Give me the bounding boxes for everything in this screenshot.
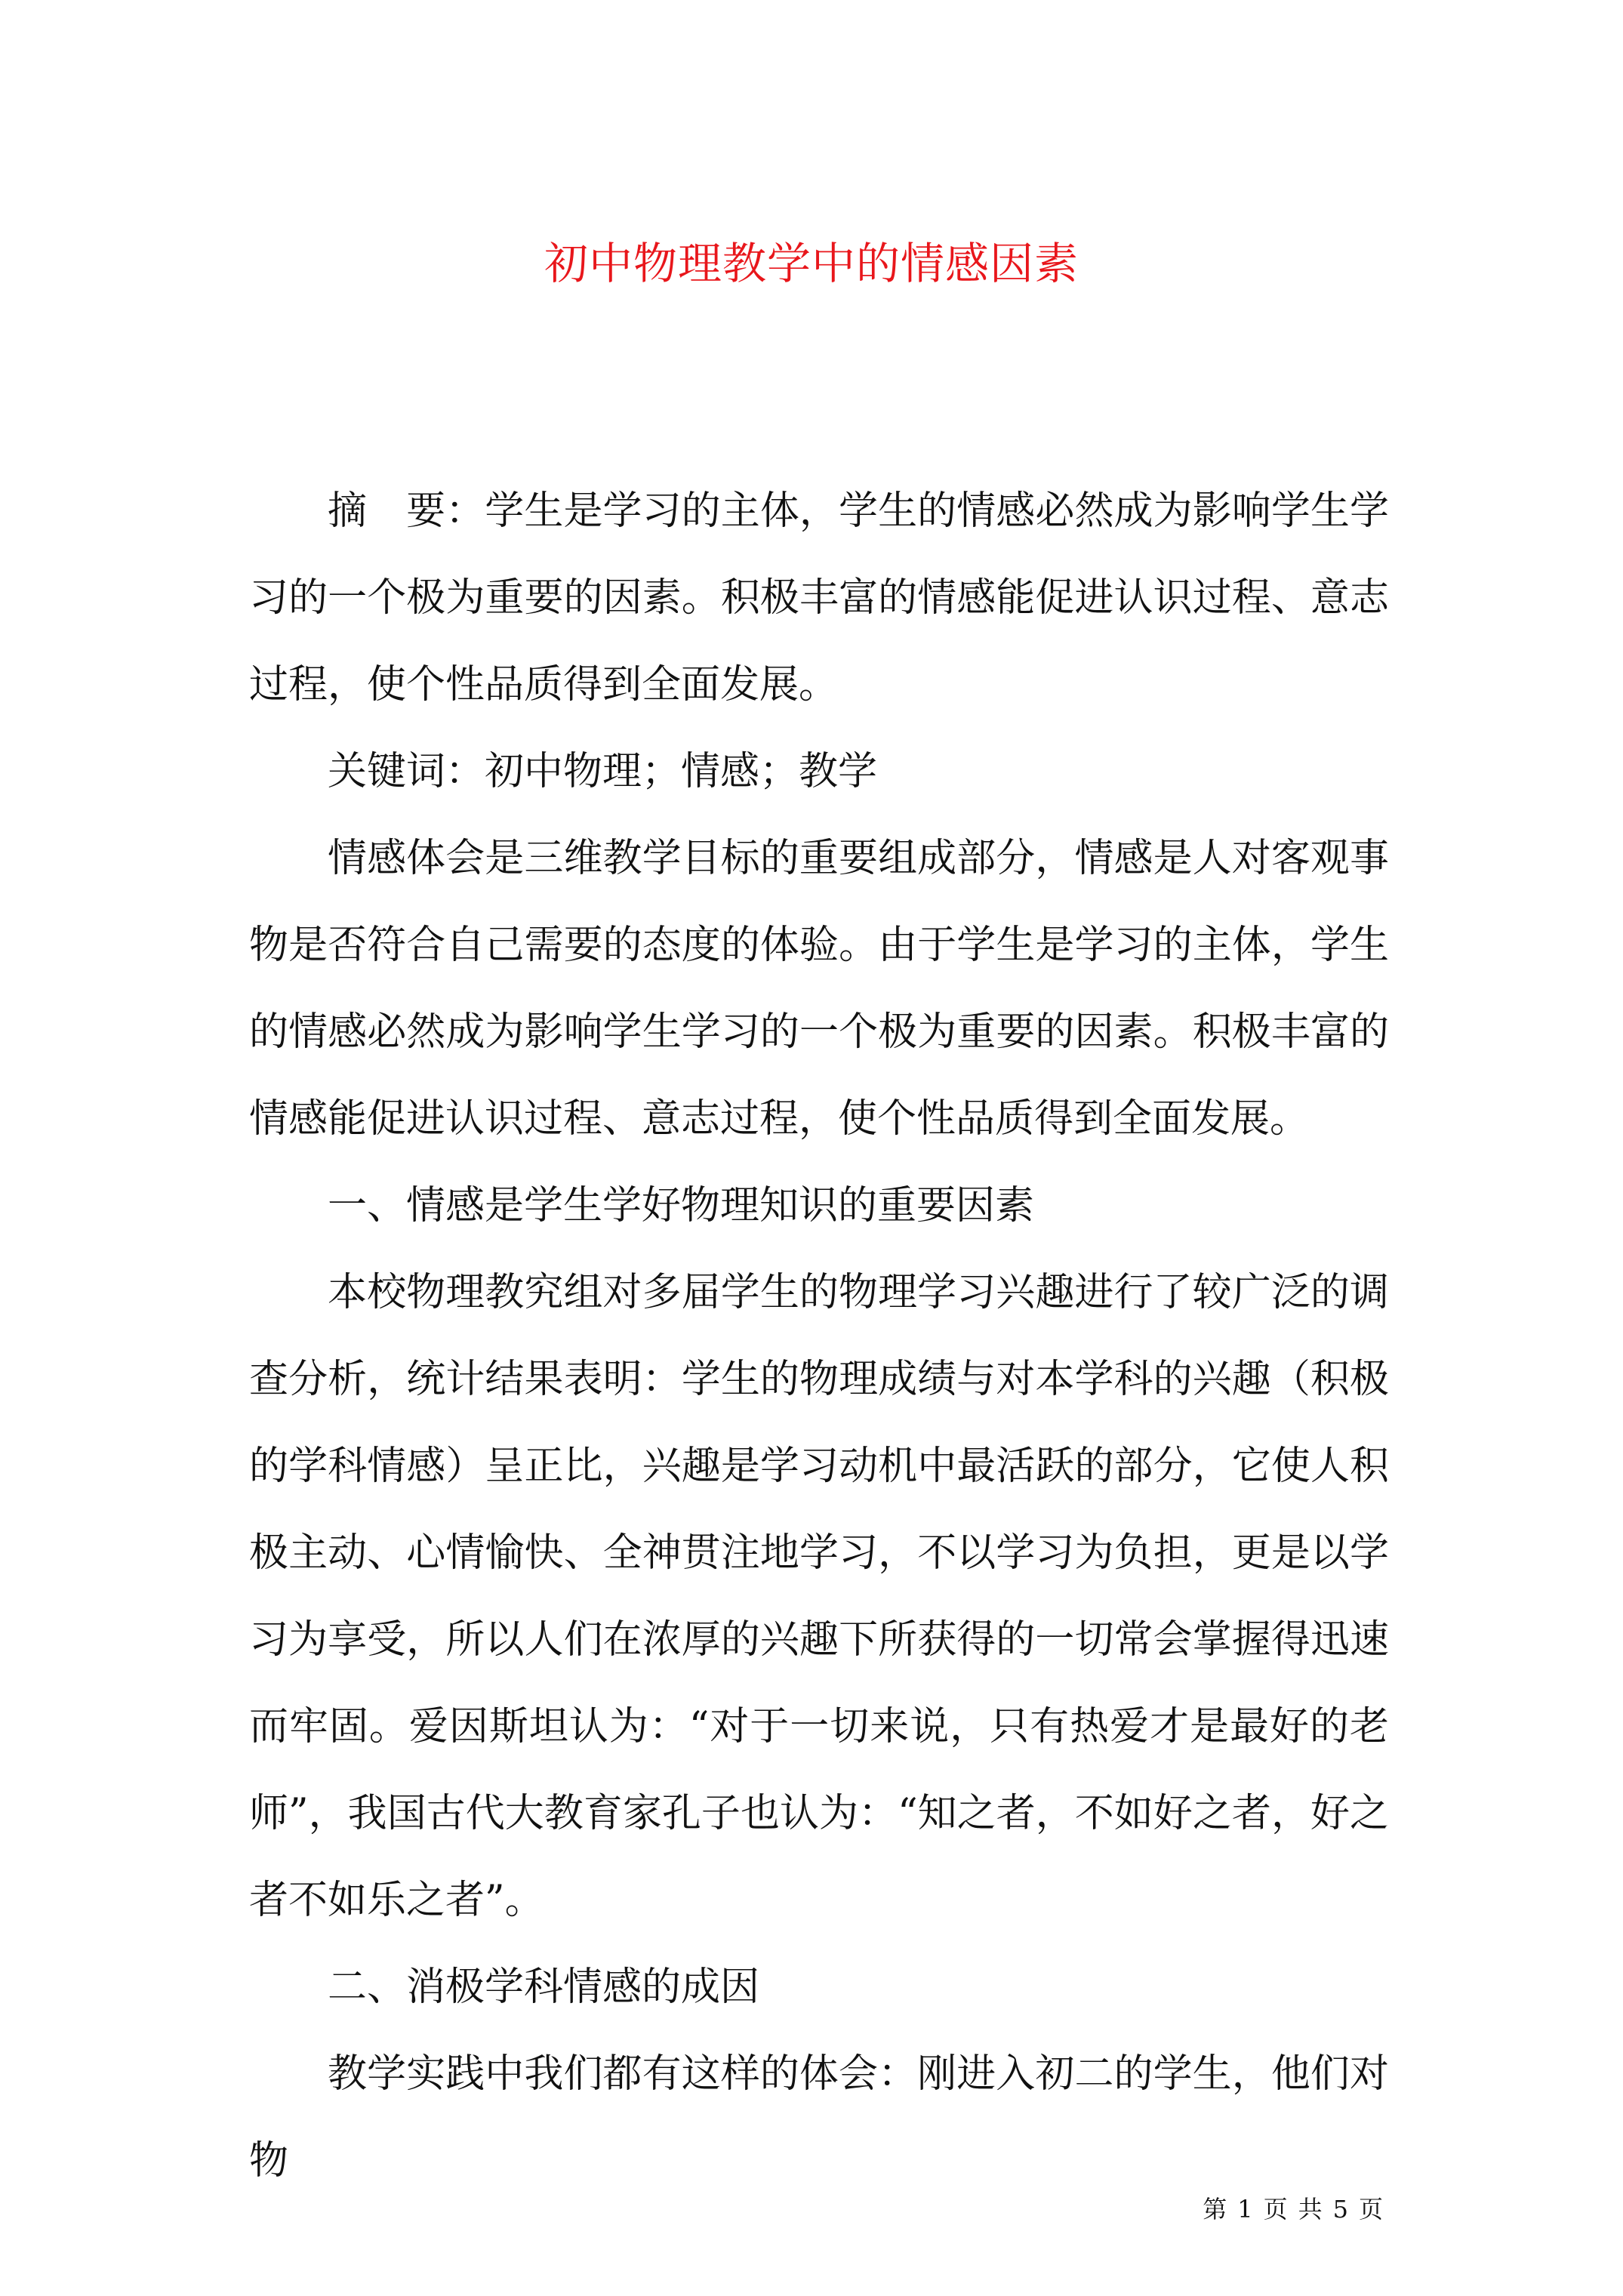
section-heading-2: 二、消极学科情感的成因 <box>328 1965 760 2010</box>
intro-paragraph: 情感体会是三维教学目标的重要组成部分，情感是人对客观事物是否符合自己需要的态度的体验。由于学生是学习的主体，学生的情感必然成为影响学生学习的一个极为重要的因素。积极丰富的情感能促进认识过程、意志过程，使个性品质得到全面发展。 <box>249 836 1389 1142</box>
keywords-paragraph: 关键词：初中物理；情感；教学 <box>328 749 878 794</box>
footer-page-mid: 页 <box>1263 2195 1288 2224</box>
footer-page-suffix: 页 <box>1358 2195 1383 2224</box>
abstract-paragraph: 摘 要：学生是学习的主体，学生的情感必然成为影响学生学习的一个极为重要的因素。积极丰富的情感能促进认识过程、意志过程，使个性品质得到全面发展。 <box>249 488 1389 707</box>
document-body <box>249 468 1389 2205</box>
footer-total-pages: 5 <box>1332 2195 1348 2224</box>
footer-total-prefix: 共 <box>1298 2195 1323 2224</box>
body-paragraph-1: 本校物理教究组对多届学生的物理学习兴趣进行了较广泛的调查分析，统计结果表明：学生的物理成绩与对本学科的兴趣（积极的学科情感）呈正比，兴趣是学习动机中最活跃的部分，它使人积极主动、心情愉快、全神贯注地学习，不以学习为负担，更是以学习为享受，所以人们在浓厚的兴趣下所获得的一切常会掌握得迅速而牢固。爱因斯坦认为：“对于一切来说，只有热爱才是最好的老师”，我国古代大教育家孔子也认为：“知之者，不如好之者，好之者不如乐之者”。 <box>249 1270 1389 1923</box>
footer-page-prefix: 第 <box>1203 2195 1227 2224</box>
section-heading-1: 一、情感是学生学好物理知识的重要因素 <box>328 1183 1035 1228</box>
footer-page-number: 1 <box>1237 2195 1253 2224</box>
page-footer <box>1172 2164 1383 2254</box>
body-paragraph-2: 教学实践中我们都有这样的体会：刚进入初二的学生，他们对物 <box>249 2051 1389 2184</box>
document-title: 初中物理教学中的情感因素 <box>544 237 1079 289</box>
